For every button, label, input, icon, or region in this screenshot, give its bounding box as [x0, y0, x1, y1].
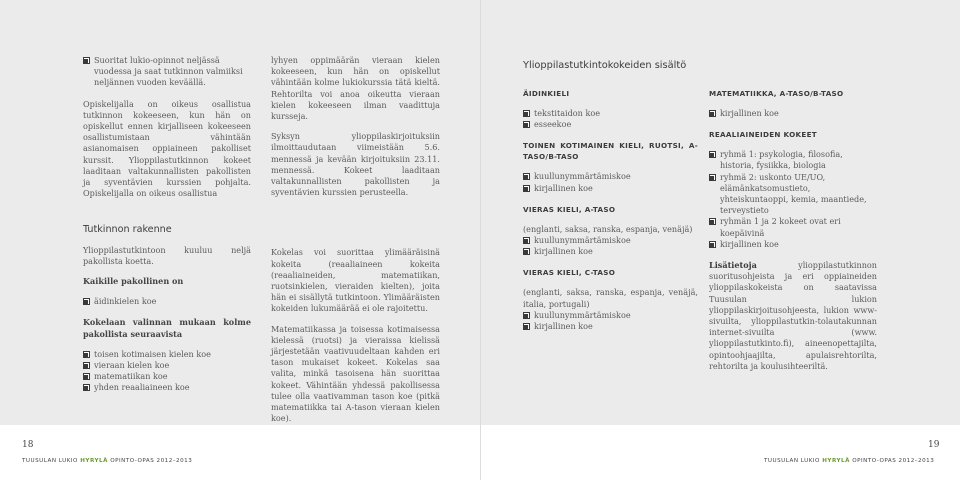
- page-gutter: [480, 0, 481, 480]
- arrow-bullet-icon: [709, 110, 716, 117]
- group-heading: MATEMATIIKKA, A-TASO/B-TASO: [709, 89, 844, 98]
- intro-list: [83, 55, 251, 89]
- page-title: Ylioppilastutkintokokeiden sisältö: [523, 60, 687, 71]
- list-item: kirjallinen koe: [523, 321, 698, 332]
- group-list: [709, 149, 877, 250]
- arrow-bullet-icon: [523, 121, 530, 128]
- arrow-bullet-icon: [83, 362, 90, 369]
- page-number-left: 18: [22, 440, 34, 450]
- list-compulsory: [83, 296, 251, 307]
- list-optional: [83, 349, 251, 394]
- group-heading: VIERAS KIELI, A-TASO: [523, 204, 616, 214]
- arrow-bullet-icon: [83, 373, 90, 380]
- list-item: esseekoe: [523, 119, 698, 130]
- arrow-bullet-icon: [709, 241, 716, 248]
- paragraph: Opiskelijalla on oikeus osallistua tutkinnon kokeeseen, kun hän on opiskellut ennen kirjalliseen kokeeseen osallistumistaan vähintään asianomaisen oppiaineen pakolliset kurssit. Ylioppilastutkinnon kokeet laaditaan valtakunnallisten pakollisten ja syventävien kurssien pohjalta. Opiskelijalla on oikeus osallistua: [83, 98, 251, 199]
- column-3: [523, 88, 698, 332]
- footer-left: TUUSULAN LUKIO HYRYLÄ OPINTO-OPAS 2012–2013: [22, 458, 193, 464]
- list-item: ryhmä 1: psykologia, filosofia, historia, fysiikka, biologia: [709, 149, 877, 171]
- arrow-bullet-icon: [523, 110, 530, 117]
- arrow-bullet-icon: [523, 323, 530, 330]
- paragraph: lyhyen oppimäärän vieraan kielen kokeeseen, kun hän on opiskellut vähintään kolme lukiokurssia tätä kieltä. Rehtoriltа voi anoa oikeutta vieraan kielen kokeeseen ilman vaadittuja kursseja.: [271, 55, 440, 122]
- arrow-bullet-icon: [523, 185, 530, 192]
- list-item: yhden reaaliaineen koe: [83, 382, 251, 393]
- footer-right: TUUSULAN LUKIO HYRYLÄ OPINTO-OPAS 2012–2013: [764, 458, 935, 464]
- arrow-bullet-icon: [709, 151, 716, 158]
- group-heading: REAALIAINEIDEN KOKEET: [709, 130, 818, 140]
- column-2: [271, 55, 440, 433]
- list-item: Suoritat lukio-opinnot neljässä vuodessa ja saat tutkinnon valmiiksi neljännen vuoden keväällä.: [83, 55, 251, 89]
- arrow-bullet-icon: [709, 174, 716, 181]
- group-subtext: (englanti, saksa, ranska, espanja, venäjä, italia, portugali): [523, 287, 698, 309]
- list-item: vieraan kielen koe: [83, 360, 251, 371]
- arrow-bullet-icon: [83, 57, 90, 64]
- list-item: toisen kotimaisen kielen koe: [83, 349, 251, 360]
- group-list: [523, 235, 698, 257]
- arrow-bullet-icon: [83, 298, 90, 305]
- subheading: Kokelaan valinnan mukaan kolme pakollista seuraavista: [83, 317, 251, 339]
- column-4: [709, 88, 877, 381]
- group-list: [709, 108, 877, 119]
- list-item: matematiikan koe: [83, 371, 251, 382]
- group-subtext: (englanti, saksa, ranska, espanja, venäjä): [523, 223, 693, 234]
- info-text: ylioppilastutkinnon suoritusohjeista ja eri oppiaineiden ylioppilaskokeista on saatavissa Tuusulan lukion ylioppilaskirjoitusohjeesta, lukion www-sivuilta, ylioppilastutkin-tolautakunnan internet-sivuilta (www. ylioppilastutkinto.fi), aineenopettajilta, opintoohjaajilta, apulaisrehtorilta, rehtorilta ja koulusihteeriltä.: [709, 260, 877, 371]
- arrow-bullet-icon: [83, 351, 90, 358]
- subheading: Kaikille pakollinen on: [83, 276, 184, 287]
- group-heading: VIERAS KIELI, C-TASO: [523, 268, 616, 278]
- group-list: [523, 310, 698, 332]
- paragraph: Syksyn ylioppilaskirjoituksiin ilmoittaudutaan viimeistään 5.6. mennessä ja kevään kirjoituksiin 23.11. mennessä. Kokeet laaditaan valtakunnallisten pakollisten ja syventävien kurssien perusteella.: [271, 131, 440, 198]
- group-list: [523, 108, 698, 130]
- info-lead: Lisätietoja: [709, 260, 757, 271]
- paragraph: Kokelas voi suorittaa ylimääräisinä kokeita (reaaliaineen kokeita (reaaliaineiden, matematiikan, ruotsinkielen, vieraiden kielten), joita hän ei sisällytä tutkintoon. Ylimääräisten kokeiden lukumäärää ei ole rajoitettu.: [271, 247, 440, 314]
- list-item: äidinkielen koe: [83, 296, 251, 307]
- arrow-bullet-icon: [523, 237, 530, 244]
- list-item: kirjallinen koe: [523, 183, 698, 194]
- group-list: [523, 171, 698, 193]
- info-paragraph: [709, 260, 877, 372]
- arrow-bullet-icon: [523, 248, 530, 255]
- arrow-bullet-icon: [523, 173, 530, 180]
- list-item: kuullunymmärtämiskoe: [523, 310, 698, 321]
- list-item: kuullunymmärtämiskoe: [523, 171, 698, 182]
- arrow-bullet-icon: [709, 218, 716, 225]
- list-item: kirjallinen koe: [709, 239, 877, 250]
- paragraph: Ylioppilastutkintoon kuuluu neljä pakollista koetta.: [83, 244, 251, 266]
- section-title: Tutkinnon rakenne: [83, 224, 172, 236]
- arrow-bullet-icon: [83, 384, 90, 391]
- group-heading: TOINEN KOTIMAINEN KIELI, RUOTSI, A-TASO/B-TASO: [523, 141, 698, 162]
- group-heading: ÄIDINKIELI: [523, 89, 570, 98]
- list-item: ryhmän 1 ja 2 kokeet ovat eri koepäivinä: [709, 216, 877, 238]
- list-item: kuullunymmärtämiskoe: [523, 235, 698, 246]
- list-item: tekstitaidon koe: [523, 108, 698, 119]
- list-item: ryhmä 2: uskonto UE/UO, elämänkatsomustieto, yhteiskuntaoppi, kemia, maantiede, terveystieto: [709, 172, 877, 217]
- paragraph: Matematiikassa ja toisessa kotimaisessa kielessä (ruotsi) ja vieraissa kielissä järjestetään vaativuudeltaan kahden eri tason mukaiset kokeet. Kokelas saa valita, minkä tasoisena hän suorittaa kokeet. Vähintään yhdessä pakollisessa tulee olla vaativamman tason koe (pitkä matematiikka tai A-tason vieraan kielen koe).: [271, 323, 440, 424]
- list-item: kirjallinen koe: [709, 108, 877, 119]
- arrow-bullet-icon: [523, 312, 530, 319]
- page-number-right: 19: [928, 440, 940, 450]
- list-item: kirjallinen koe: [523, 246, 698, 257]
- column-1: [83, 55, 251, 394]
